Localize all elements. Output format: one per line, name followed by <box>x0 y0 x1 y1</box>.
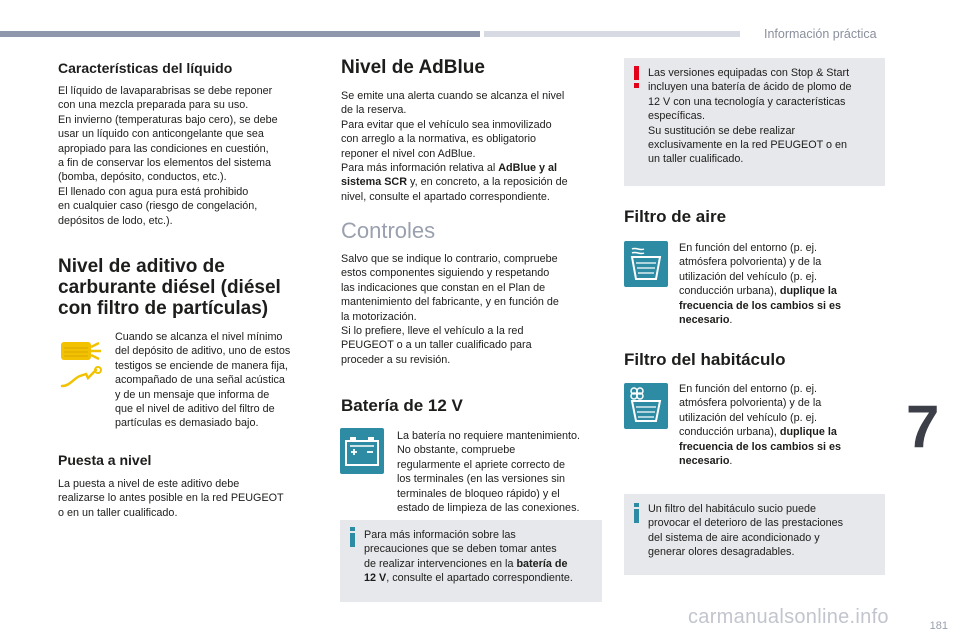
watermark: carmanualsonline.info <box>688 606 889 628</box>
additive-title: Nivel de aditivo de carburante diésel (diésel con filtro de partículas) <box>58 256 281 319</box>
reset-text: La puesta a nivel de este aditivo debe realizarse lo antes posible en la red PEUGEOT o en un taller cualificado. <box>58 478 284 519</box>
air-filter-icon <box>624 241 668 287</box>
liquid-title: Características del líquido <box>58 60 233 76</box>
battery-info-note: Para más información sobre las precauciones que se deben tomar antes de realizar intervenciones en la batería de 12 V, consulte el apartado correspondiente. <box>340 520 602 602</box>
adblue-text: Se emite una alerta cuando se alcanza el nivel de la reserva. Para evitar que el vehículo sea inmovilizado con arreglo a la normativa, es obligatorio reponer el nivel con AdBlue. Para más información relativa al AdBlue y al sistema SCR y, en concreto, a la reposición de nivel, consulte el apartado correspondiente. <box>341 90 568 203</box>
reset-title: Puesta a nivel <box>58 452 152 468</box>
section-title: Información práctica <box>764 27 877 41</box>
controls-title: Controles <box>341 218 436 243</box>
liquid-text: El líquido de lavaparabrisas se debe reponer con una mezcla preparada para su uso. En invierno (temperaturas bajo cero), se debe usar un líquido con anticongelante que sea apropiado para las condiciones en cuestión, a fin de conservar los elementos del sistema (bomba, depósito, conductos, etc.). El llenado con agua pura está prohibido en cualquier caso (riesgo de congelación, depósitos de lodo, etc.). <box>58 85 278 227</box>
cabin-filter-icon <box>624 383 668 429</box>
air-filter-text: En función del entorno (p. ej. atmósfera polvorienta) y de la utilización del vehículo (p. ej. conducción urbana), duplique la frecuencia de los cambios si es necesario. <box>679 242 842 327</box>
header-bar <box>0 31 480 37</box>
cabin-filter-text: En función del entorno (p. ej. atmósfera polvorienta) y de la utilización del vehículo (p. ej. conducción urbana), duplique la frecuencia de los cambios si es necesario. <box>679 383 842 468</box>
controls-text: Salvo que se indique lo contrario, compruebe estos componentes siguiendo y respetando las indicaciones que constan en el Plan de mantenimiento del fabricante, y en función de la motorización. Si lo prefiere, lleve el vehículo a la red PEUGEOT o a un taller cualificado para proceder a su revisión. <box>341 253 559 366</box>
info-icon <box>633 503 641 528</box>
page-number: 181 <box>929 620 948 632</box>
battery-title: Batería de 12 V <box>341 396 463 415</box>
stop-start-warning-note: Las versiones equipadas con Stop & Start incluyen una batería de ácido de plomo de 12 V con una tecnología y características específicas. Su sustitución se debe realizar exclusivamente en la red PEUGEOT o en un taller cualificado. <box>624 58 885 186</box>
chapter-number: 7 <box>906 393 940 460</box>
adblue-title: Nivel de AdBlue <box>341 57 485 78</box>
battery-text: La batería no requiere mantenimiento. No obstante, compruebe regularmente el apriete correcto de los terminales (en las versiones sin terminales de bloqueo rápido) y el estado de limpieza de las conexiones. <box>397 430 581 515</box>
air-filter-title: Filtro de aire <box>624 207 727 226</box>
additive-warning-icon <box>58 338 104 394</box>
additive-text: Cuando se alcanza el nivel mínimo del depósito de aditivo, uno de estos testigos se enciende de manera fija, acompañado de una señal acústica y de un mensaje que informa de que el nivel de aditivo del filtro de partículas es demasiado bajo. <box>115 331 291 430</box>
battery-icon <box>340 428 384 474</box>
cabin-filter-title: Filtro del habitáculo <box>624 350 786 369</box>
header-bar-light <box>484 31 740 37</box>
info-icon <box>349 527 357 552</box>
cabin-info-note: Un filtro del habitáculo sucio puede provocar el deterioro de las prestaciones del sistema de aire acondicionado y generar olores desagradables. <box>624 494 885 575</box>
warning-icon <box>633 66 641 93</box>
